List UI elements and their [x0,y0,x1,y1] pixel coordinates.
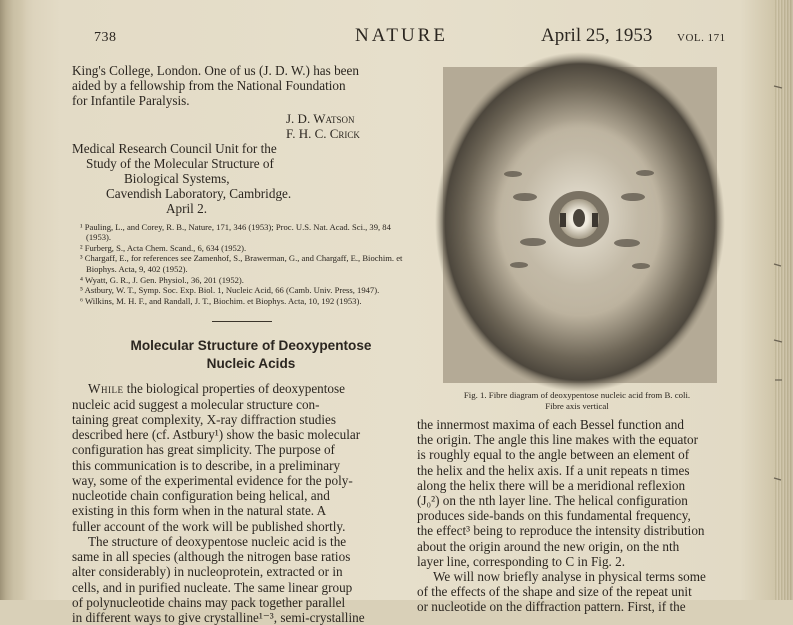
body-line: the effect³ being to reproduce the intensity distribution [417,523,705,539]
affiliation-line: Cavendish Laboratory, Cambridge. [106,186,292,202]
body-line: the origin. The angle this line makes with the equator [417,432,699,448]
reference-list [72,222,408,307]
right-column [417,417,737,615]
reference-item: ² Furberg, S., Acta Chem. Scand., 6, 634 (1952). [80,242,247,253]
affiliation-line: Medical Research Council Unit for the [72,140,277,156]
body-line: described here (cf. Astbury¹) show the basic molecular [72,427,361,443]
article-body-left [72,381,408,625]
reference-item: ³ Chargaff, E., for references see Zamenhof, S., Brawerman, G., and Chargaff, E., Biochim. et Biophys. Acta, 9, 402 (1952). [80,253,403,274]
body-line: or nucleotide on the diffraction pattern. First, if the [417,599,686,615]
body-line: of polynucleotide chains may pack together parallel [72,594,346,610]
body-line: this communication is to describe, in a preliminary [72,457,341,473]
affiliation-line: Study of the Molecular Structure of [86,155,274,171]
body-line: fuller account of the work will be published shortly. [72,518,346,534]
acknowledgement [72,63,408,109]
author-list [72,111,408,141]
ack-line: for Infantile Paralysis. [72,93,190,109]
lead-word: While [88,381,124,397]
body-line: layer line, corresponding to C in Fig. 2. [417,553,626,569]
body-line: nucleotide chain configuration being helical, and [72,488,330,504]
body-line: configuration has great simplicity. The purpose of [72,442,335,458]
article-title-line: Nucleic Acids [206,355,296,371]
reference-item: ⁵ Astbury, W. T., Symp. Soc. Exp. Biol. 1, Nucleic Acid, 66 (Camb. Univ. Press, 1947). [80,285,380,296]
body-line: the helix and the helix axis. If a unit repeats n times [417,462,690,478]
body-line: nucleic acid suggest a molecular structure con- [72,396,320,412]
body-line: along the helix there will be a meridional reflexion [417,477,686,493]
body-line: We will now briefly analyse in physical terms some [433,569,706,585]
margin-pencil-marks [772,80,786,500]
affiliation-line: April 2. [166,201,208,217]
body-line: produces side-bands on this fundamental frequency, [417,508,691,524]
x-ray-diffraction-photo [443,67,717,383]
body-line-text: the biological properties of deoxypentose [123,381,346,397]
body-line: alter considerably) in nucleoprotein, extracted or in [72,564,343,580]
diffraction-pattern-image [443,67,717,383]
body-line: same in all species (although the nitrogen base ratios [72,549,351,565]
body-line: the innermost maxima of each Bessel function and [417,417,684,432]
body-line [72,381,408,396]
article-title-line: Molecular Structure of Deoxypentose [130,338,372,354]
reference-item: ⁴ Wyatt, G. R., J. Gen. Physiol., 36, 201 (1952). [80,274,244,285]
body-line: in different ways to give crystalline¹⁻³, semi-crystalline [72,610,365,625]
body-line: of the effects of the shape and size of the repeat unit [417,584,692,600]
left-column [72,63,408,625]
reference-item: ⁶ Wilkins, M. H. F., and Randall, J. T., Biochim. et Biophys. Acta, 10, 192 (1953). [80,295,362,306]
ack-line: King's College, London. One of us (J. D. W.) has been [72,63,359,78]
body-line: way, some of the experimental evidence for the poly- [72,472,353,488]
affiliation [72,141,408,217]
body-line: is roughly equal to the angle between an element of [417,447,690,463]
body-line: taining great complexity, X-ray diffraction studies [72,411,337,427]
body-line: The structure of deoxypentose nucleic acid is the [88,533,347,549]
volume-number: VOL. 171 [677,32,726,44]
figure-caption [418,390,736,412]
issue-date: April 25, 1953 [541,25,653,46]
journal-name: NATURE [355,25,448,46]
body-line: (J₀²) on the nth layer line. The helical configuration [417,493,688,509]
ack-line: aided by a fellowship from the National Foundation [72,78,346,94]
running-header [0,22,793,50]
figure-caption-line: Fibre axis vertical [545,400,609,411]
author-name: F. H. C. Crick [286,125,360,141]
body-line: cells, and in purified nucleate. The same linear group [72,579,353,595]
book-spine-shadow [0,0,26,600]
section-divider [212,321,272,322]
body-line: about the origin around the new origin, on the nth [417,538,680,554]
page-number: 738 [94,30,117,45]
body-line: existing in this form when in the natural state. A [72,503,327,519]
article-title [72,337,408,372]
reference-item: ¹ Pauling, L., and Corey, R. B., Nature, 171, 346 (1953); Proc. U.S. Nat. Acad. Sci., 39, 84 (1953). [80,221,391,243]
affiliation-line: Biological Systems, [124,171,230,187]
figure-caption-line: Fig. 1. Fibre diagram of deoxypentose nucleic acid from B. coli. [463,390,691,400]
author-name: J. D. Watson [286,110,355,126]
